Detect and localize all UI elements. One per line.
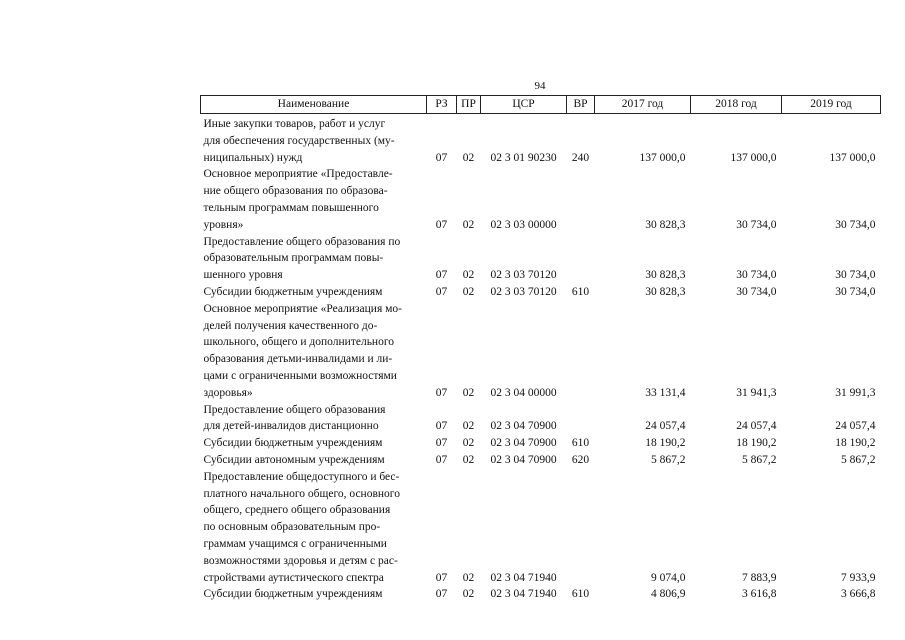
row-rz: 07	[435, 151, 448, 164]
row-name: Субсидии автономным учреждениям	[203, 453, 385, 466]
row-2019: 30 734,0	[835, 285, 876, 298]
row-2018: 24 057,4	[736, 420, 777, 433]
row-rz: 07	[435, 386, 448, 399]
row-vr	[567, 166, 595, 233]
row-2019: 7 933,9	[841, 571, 876, 584]
row-rz: 07	[435, 588, 448, 601]
row-2017: 33 131,4	[645, 386, 686, 399]
table-header-row	[201, 96, 881, 114]
row-2017: 9 074,0	[651, 571, 686, 584]
row-rz: 07	[435, 571, 448, 584]
table-row	[201, 301, 881, 402]
page-number: 94	[534, 80, 546, 92]
budget-table	[200, 95, 881, 603]
row-name: Предоставление общего образования для детей-инвалидов дистанционно	[203, 403, 386, 433]
row-2018: 30 734,0	[736, 269, 777, 282]
row-pr: 02	[462, 571, 475, 584]
row-2018: 31 941,3	[736, 386, 777, 399]
row-vr: 610	[571, 285, 590, 298]
row-2017: 30 828,3	[645, 269, 686, 282]
row-2018: 18 190,2	[736, 437, 777, 450]
row-csr: 02 3 03 00000	[490, 218, 557, 231]
table-row	[201, 234, 881, 284]
row-name: Предоставление общего образования по образовательным программам повы- шенного уровня	[203, 235, 401, 282]
row-name: Основное мероприятие «Реализация мо- делей получения качественного до- школьного, общего и дополнительного образования детьми-инвалидами и ли- цами с ограниченными возможностями здоровья»	[203, 302, 402, 399]
row-vr: 240	[571, 151, 590, 164]
row-csr: 02 3 03 70120	[490, 269, 557, 282]
table-row	[201, 435, 881, 452]
row-name: Субсидии бюджетным учреждениям	[203, 285, 383, 298]
row-rz: 07	[435, 285, 448, 298]
header-pr: ПР	[457, 96, 481, 114]
table-row	[201, 284, 881, 301]
table-body	[201, 114, 881, 604]
row-name: Субсидии бюджетным учреждениям	[203, 437, 383, 450]
row-2017: 18 190,2	[645, 437, 686, 450]
row-pr: 02	[462, 420, 475, 433]
table-row	[201, 452, 881, 469]
row-csr: 02 3 04 70900	[490, 437, 557, 450]
row-pr: 02	[462, 386, 475, 399]
row-2019: 3 666,8	[841, 588, 876, 601]
row-csr: 02 3 01 90230	[490, 151, 557, 164]
header-2018: 2018 год	[691, 96, 782, 114]
row-2017: 5 867,2	[651, 453, 686, 466]
row-name: Субсидии бюджетным учреждениям	[203, 588, 383, 601]
row-2017: 30 828,3	[645, 285, 686, 298]
row-rz: 07	[435, 218, 448, 231]
row-vr: 620	[571, 453, 590, 466]
row-pr: 02	[462, 151, 475, 164]
row-pr: 02	[462, 437, 475, 450]
row-pr: 02	[462, 453, 475, 466]
row-2019: 30 734,0	[835, 269, 876, 282]
row-vr	[567, 301, 595, 402]
row-vr: 610	[571, 588, 590, 601]
row-2019: 30 734,0	[835, 218, 876, 231]
row-2017: 137 000,0	[639, 151, 686, 164]
row-rz: 07	[435, 269, 448, 282]
row-csr: 02 3 04 70900	[490, 453, 557, 466]
table-row	[201, 166, 881, 233]
row-rz: 07	[435, 453, 448, 466]
header-name: Наименование	[201, 96, 427, 114]
row-vr	[567, 402, 595, 436]
row-2018: 3 616,8	[742, 588, 777, 601]
row-csr: 02 3 03 70120	[490, 285, 557, 298]
row-2018: 7 883,9	[742, 571, 777, 584]
table-row	[201, 114, 881, 167]
row-2018: 137 000,0	[730, 151, 777, 164]
row-2019: 24 057,4	[835, 420, 876, 433]
header-rz: РЗ	[427, 96, 457, 114]
row-csr: 02 3 04 71940	[490, 571, 557, 584]
row-2017: 24 057,4	[645, 420, 686, 433]
row-name: Предоставление общедоступного и бес- платного начального общего, основного общего, среднего общего образования по основным образовательным про- граммам учащимся с ограниченными возможностями здоровья и детям с рас- стройствами аутистического спектра	[203, 470, 400, 584]
row-pr: 02	[462, 218, 475, 231]
table-row	[201, 469, 881, 587]
row-2018: 30 734,0	[736, 218, 777, 231]
row-pr: 02	[462, 269, 475, 282]
row-csr: 02 3 04 00000	[490, 386, 557, 399]
row-2019: 31 991,3	[835, 386, 876, 399]
row-vr: 610	[571, 437, 590, 450]
row-name: Иные закупки товаров, работ и услуг для обеспечения государственных (му- ниципальных) нужд	[203, 118, 395, 164]
table-row	[201, 402, 881, 436]
header-2019: 2019 год	[782, 96, 881, 114]
header-2017: 2017 год	[595, 96, 691, 114]
row-2017: 30 828,3	[645, 218, 686, 231]
row-rz: 07	[435, 437, 448, 450]
row-2019: 5 867,2	[841, 453, 876, 466]
header-vr: ВР	[567, 96, 595, 114]
table-row	[201, 586, 881, 603]
row-pr: 02	[462, 588, 475, 601]
row-pr: 02	[462, 285, 475, 298]
row-name: Основное мероприятие «Предоставле- ние общего образования по образова- тельным программам повышенного уровня»	[203, 168, 393, 231]
row-vr	[567, 469, 595, 587]
row-2019: 137 000,0	[829, 151, 876, 164]
row-2017: 4 806,9	[651, 588, 686, 601]
row-vr	[567, 234, 595, 284]
header-csr: ЦСР	[481, 96, 567, 114]
row-csr: 02 3 04 71940	[490, 588, 557, 601]
row-rz: 07	[435, 420, 448, 433]
row-csr: 02 3 04 70900	[490, 420, 557, 433]
row-2018: 30 734,0	[736, 285, 777, 298]
row-2019: 18 190,2	[835, 437, 876, 450]
row-2018: 5 867,2	[742, 453, 777, 466]
